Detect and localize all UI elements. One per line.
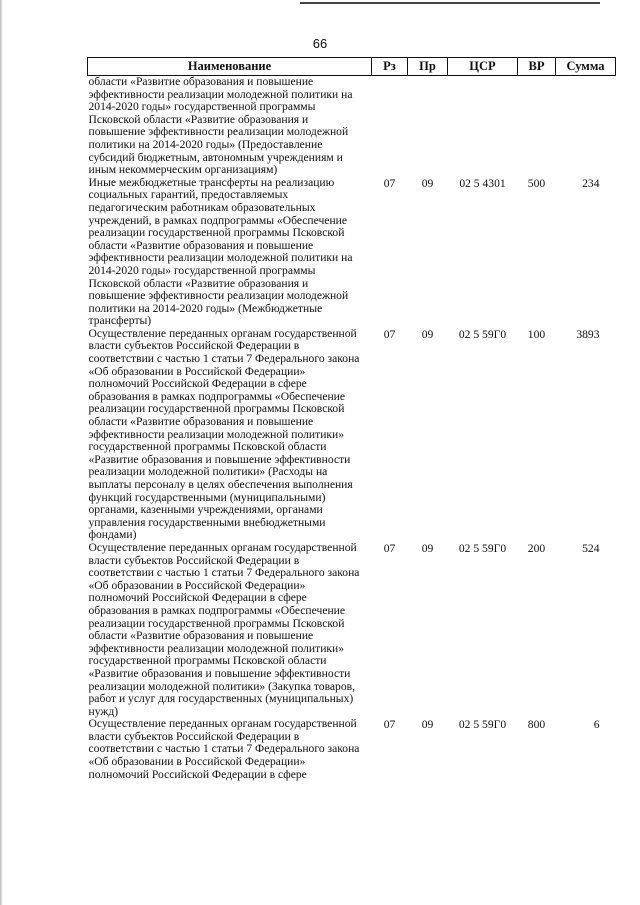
row-vr: 800: [527, 718, 546, 732]
row-csr: 02 5 4301: [459, 176, 506, 190]
row-rz: [372, 76, 408, 177]
row-vr: [518, 76, 556, 177]
header-name: Наименование: [88, 58, 372, 76]
row-pr: [408, 76, 448, 177]
table-row: [88, 76, 616, 177]
header-vr: ВР: [518, 58, 556, 76]
row-vr: 500: [527, 176, 546, 190]
scan-edge: [0, 0, 3, 905]
row-rz: 07: [383, 176, 396, 190]
row-pr: 09: [421, 718, 434, 732]
row-sum: 524: [582, 541, 600, 555]
budget-table: [87, 57, 616, 781]
row-rz: 07: [383, 541, 396, 555]
row-csr: 02 5 59Г0: [458, 327, 507, 341]
page-number: 66: [312, 36, 328, 51]
row-sum: 6: [593, 718, 600, 732]
row-name: Иные межбюджетные трансферты на реализацию социальных гарантий, предоставляемых педагогическим работникам образовательных учреждений, в рамках подпрограммы «Обеспечение реализации государственной программы Псковской области «Развитие образования и повышение эффективности реализации молодежной политики на 2014-2020 годы» государственной программы Псковской области «Развитие образования и повышение эффективности реализации молодежной политики на 2014-2020 годы» (Межбюджетные трансферты): [88, 175, 353, 328]
row-pr: 09: [421, 327, 434, 341]
table-header-row: [88, 58, 616, 76]
header-rz: Рз: [372, 58, 408, 76]
header-sum: Сумма: [556, 58, 616, 76]
row-name: Осуществление переданных органам государственной власти субъектов Российской Федерации в соответствии с частью 1 статьи 7 Федерального закона «Об образовании в Российской Федерации» полномочий Российской Федерации в сфере: [88, 717, 360, 781]
row-sum: 234: [582, 176, 600, 190]
table-row: [88, 542, 616, 718]
scan-artifact-line: [300, 2, 600, 4]
row-name: области «Развитие образования и повышение эффективности реализации молодежной политики на 2014-2020 годы» государственной программы Псковской области «Развитие образования и повышение эффективности реализации молодежной политики на 2014-2020 годы» (Предоставление субсидий бюджетным, автономным учреждениям и иным некоммерческим организациям): [88, 75, 353, 177]
row-name: Осуществление переданных органам государственной власти субъектов Российской Федерации в соответствии с частью 1 статьи 7 Федерального закона «Об образовании в Российской Федерации» полномочий Российской Федерации в сфере образования в рамках подпрограммы «Обеспечение реализации государственной программы Псковской области «Развитие образования и повышение эффективности реализации молодежной политики» государственной программы Псковской области «Развитие образования и повышение эффективности реализации молодежной политики» (Расходы на выплаты персоналу в целях обеспечения выполнения функций государственными (муниципальными) органами, казенными учреждениями, органами управления государственными внебюджетными фондами): [88, 326, 360, 542]
table-row: [88, 328, 616, 542]
budget-table-container: [87, 57, 615, 781]
header-pr: Пр: [408, 58, 448, 76]
table-row: [88, 718, 616, 781]
row-name: Осуществление переданных органам государственной власти субъектов Российской Федерации в соответствии с частью 1 статьи 7 Федерального закона «Об образовании в Российской Федерации» полномочий Российской Федерации в сфере образования в рамках подпрограммы «Обеспечение реализации государственной программы Псковской области «Развитие образования и повышение эффективности реализации молодежной политики» государственной программы Псковской области «Развитие образования и повышение эффективности реализации молодежной политики» (Закупка товаров, работ и услуг для государственных (муниципальных) нужд): [88, 540, 360, 718]
row-vr: 100: [527, 327, 546, 341]
header-csr: ЦСР: [448, 58, 518, 76]
row-sum: [556, 76, 616, 177]
row-pr: 09: [421, 541, 434, 555]
row-csr: 02 5 59Г0: [458, 718, 507, 732]
row-csr: 02 5 59Г0: [458, 541, 507, 555]
row-csr: [448, 76, 518, 177]
row-rz: 07: [383, 718, 396, 732]
row-vr: 200: [527, 541, 546, 555]
row-sum: 3893: [576, 327, 600, 341]
row-rz: 07: [383, 327, 396, 341]
row-pr: 09: [421, 176, 434, 190]
table-row: [88, 177, 616, 328]
